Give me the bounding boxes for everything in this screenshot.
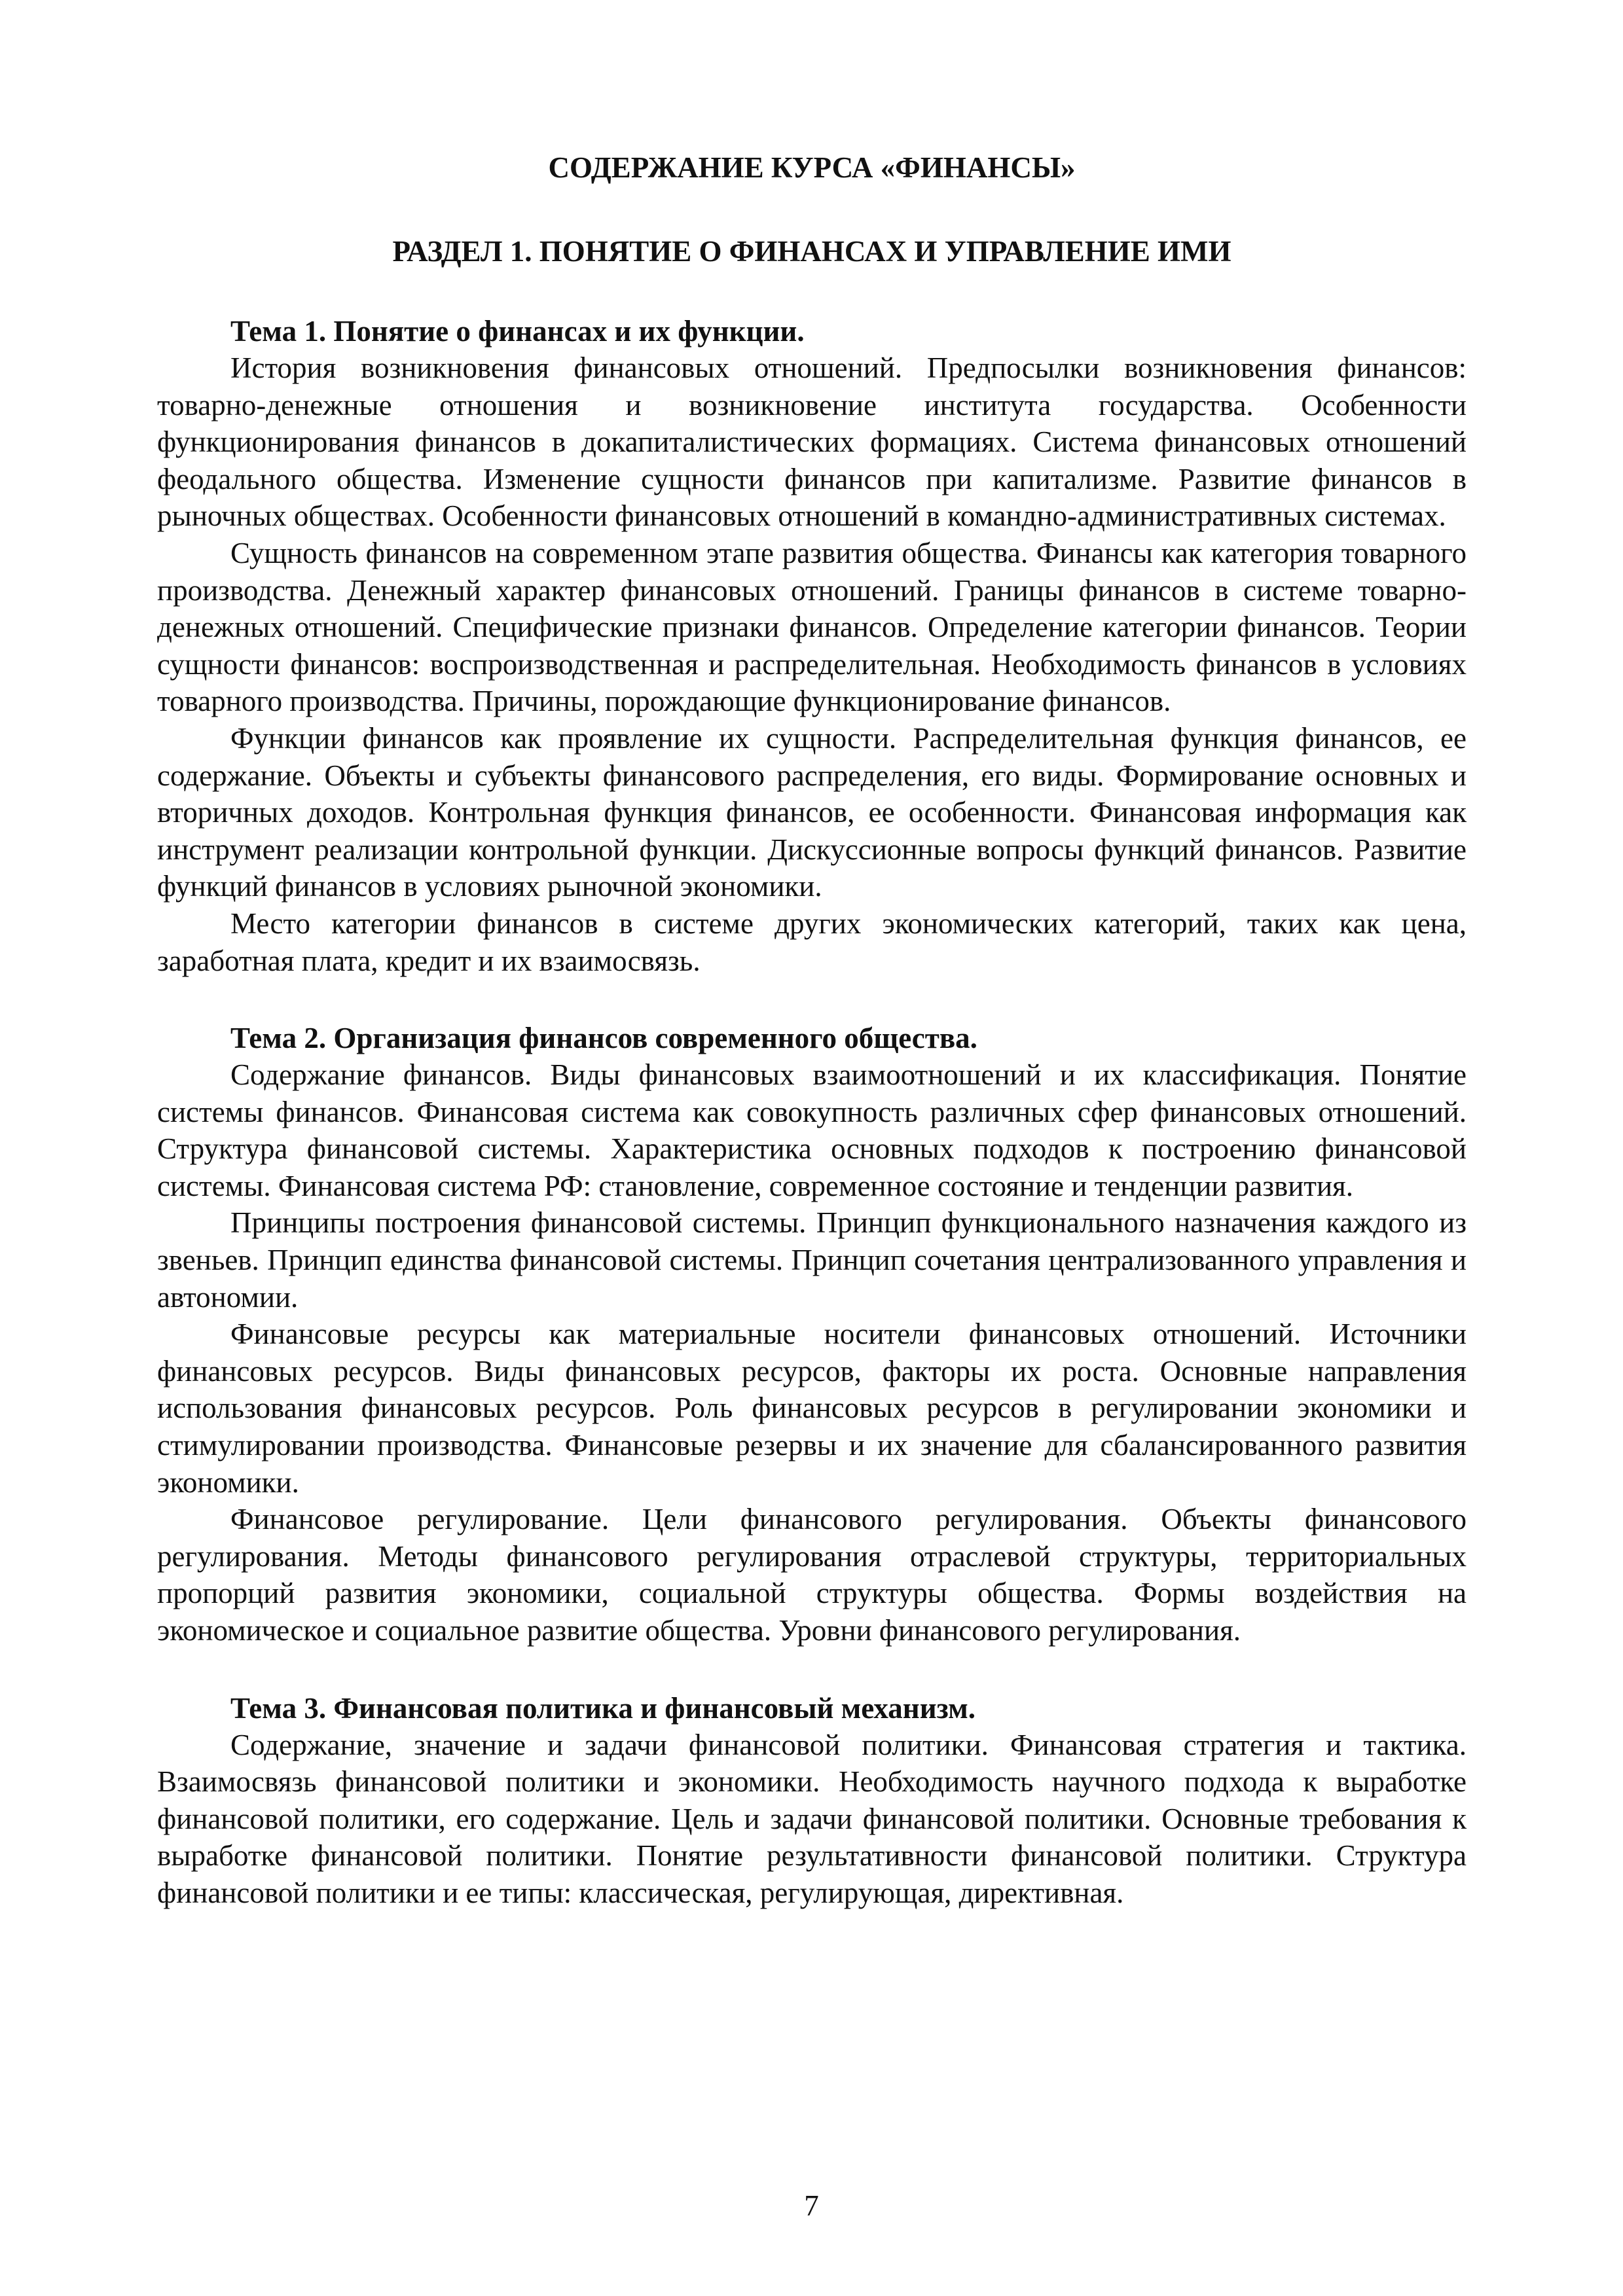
page-number: 7 [804, 2189, 819, 2222]
paragraph: Сущность финансов на современном этапе развития общества. Финансы как категория товарного производства. Денежный характер финансовых отношений. Границы финансов в системе товарно-денежных отношений. Специфические признаки финансов. Определение категории финансов. Теории сущности финансов: воспроизводственная и распределительная. Необходимость финансов в условиях товарного производства. Причины, порождающие функционирование финансов. [157, 536, 1467, 718]
paragraph: История возникновения финансовых отношений. Предпосылки возникновения финансов: товарно-денежные отношения и возникновение института государства. Особенности функционирования финансов в докапиталистических формациях. Система финансовых отношений феодального общества. Изменение сущности финансов при капитализме. Развитие финансов в рыночных обществах. Особенности финансовых отношений в командно-административных системах. [157, 351, 1467, 533]
paragraph: Содержание, значение и задачи финансовой политики. Финансовая стратегия и тактика. Взаимосвязь финансовой политики и экономики. Необходимость научного подхода к выработке финансовой политики, его содержание. Цель и задачи финансовой политики. Основные требования к выработке финансовой политики. Понятие результативности финансовой политики. Структура финансовой политики и ее типы: классическая, регулирующая, директивная. [157, 1728, 1467, 1909]
topic-1 [157, 313, 1467, 979]
paragraph: Финансовые ресурсы как материальные носители финансовых отношений. Источники финансовых ресурсов. Виды финансовых ресурсов, факторы их роста. Основные направления использования финансовых ресурсов. Роль финансовых ресурсов в регулировании экономики и стимулировании производства. Финансовые резервы и их значение для сбалансированного развития экономики. [157, 1318, 1467, 1499]
paragraph: Принципы построения финансовой системы. Принцип функционального назначения каждого из звеньев. Принцип единства финансовой системы. Принцип сочетания централизованного управления и автономии. [157, 1206, 1467, 1314]
paragraph: Содержание финансов. Виды финансовых взаимоотношений и их классификация. Понятие системы финансов. Финансовая система как совокупность различных сфер финансовых отношений. Структура финансовой системы. Характеристика основных подходов к построению финансовой системы. Финансовая система РФ: становление, современное состояние и тенденции развития. [157, 1058, 1467, 1202]
course-title: СОДЕРЖАНИЕ КУРСА «ФИНАНСЫ» [548, 151, 1076, 184]
topic-2 [157, 1020, 1467, 1649]
document-page [157, 149, 1467, 1952]
paragraph: Место категории финансов в системе других экономических категорий, таких как цена, заработная плата, кредит и их взаимосвязь. [157, 906, 1467, 977]
section-title: РАЗДЕЛ 1. ПОНЯТИЕ О ФИНАНСАХ И УПРАВЛЕНИЕ ИМИ [392, 235, 1231, 268]
topic-3 [157, 1690, 1467, 1912]
topic-title: Тема 3. Финансовая политика и финансовый механизм. [230, 1691, 976, 1725]
paragraph: Функции финансов как проявление их сущности. Распределительная функция финансов, ее содержание. Объекты и субъекты финансового распределения, его виды. Формирование основных и вторичных доходов. Контрольная функция финансов, ее особенности. Финансовая информация как инструмент реализации контрольной функции. Дискуссионные вопросы функций финансов. Развитие функций финансов в условиях рыночной экономики. [157, 721, 1467, 903]
topic-title: Тема 2. Организация финансов современного общества. [230, 1022, 977, 1055]
topic-title: Тема 1. Понятие о финансах и их функции. [230, 315, 805, 348]
paragraph: Финансовое регулирование. Цели финансового регулирования. Объекты финансового регулирования. Методы финансового регулирования отраслевой структуры, территориальных пропорций развития экономики, социальной структуры общества. Формы воздействия на экономическое и социальное развитие общества. Уровни финансового регулирования. [157, 1503, 1467, 1647]
